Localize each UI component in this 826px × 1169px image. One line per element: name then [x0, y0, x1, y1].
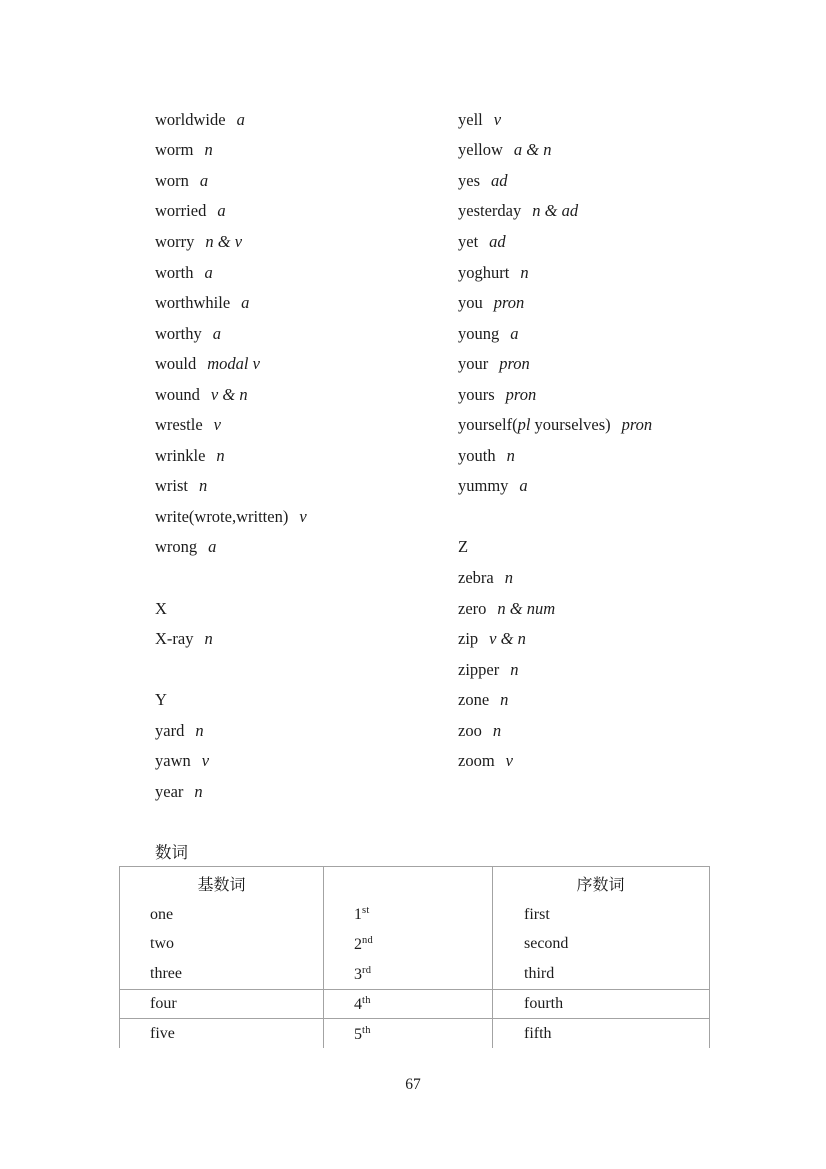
section-letter	[155, 685, 455, 716]
numeral-cell	[323, 965, 492, 984]
numeral-suffix: rd	[362, 964, 372, 976]
word-entry	[458, 746, 803, 777]
pos-tag: v	[201, 751, 210, 771]
pos-tag: n	[510, 659, 519, 679]
word-entry	[155, 624, 455, 655]
word-entry	[458, 715, 803, 746]
word-text: would	[155, 354, 197, 374]
word-part: yourselves)	[530, 415, 611, 435]
word-text: yawn	[155, 751, 191, 771]
word-entry	[458, 227, 803, 258]
pos-tag: modal v	[207, 354, 260, 374]
word-entry	[458, 563, 803, 594]
word-text: your	[458, 354, 489, 374]
word-text: wrist	[155, 476, 188, 496]
word-part: yourself(	[458, 415, 518, 435]
word-text: yell	[458, 109, 483, 129]
pos-tag: v	[505, 751, 513, 771]
pos-tag: a	[208, 537, 217, 557]
pos-tag: n	[204, 140, 213, 160]
word-text: zoom	[458, 751, 495, 771]
table-column-divider-2	[492, 867, 493, 1048]
word-text: worried	[155, 201, 207, 221]
pos-tag: v & n	[489, 629, 526, 649]
pos-tag: n	[492, 720, 502, 740]
pos-tag: pron	[493, 293, 525, 313]
table-row	[120, 959, 709, 989]
numeral-base: 4	[354, 995, 362, 1013]
table-row	[120, 930, 709, 960]
word-entry	[155, 227, 455, 258]
word-text: yummy	[458, 476, 509, 496]
numeral-suffix: th	[362, 994, 371, 1006]
pos-tag: n & ad	[532, 201, 579, 221]
word-text: worn	[155, 170, 189, 190]
word-text: wrong	[155, 537, 198, 557]
word-text: yours	[458, 384, 495, 404]
word-text: yellow	[458, 140, 503, 160]
pos-tag: pron	[499, 354, 530, 374]
word-entry	[155, 196, 455, 227]
ordinal-cell: fifth	[524, 1025, 552, 1042]
table-row	[120, 990, 709, 1018]
word-entry	[458, 318, 803, 349]
word-entry	[458, 593, 803, 624]
numeral-cell	[323, 995, 492, 1014]
word-entry	[155, 166, 455, 197]
table-header-ordinal: 序数词	[576, 877, 625, 894]
word-text: wrestle	[155, 415, 203, 435]
table-row-five-wrap	[120, 1019, 709, 1048]
section-letter-text: Y	[155, 690, 167, 710]
pos-tag: n	[194, 781, 203, 801]
word-entry	[458, 624, 803, 655]
section-letter-text: Z	[458, 537, 469, 557]
table-header-cardinal: 基数词	[197, 877, 246, 894]
word-text: zebra	[458, 567, 494, 587]
table-header-row	[120, 867, 709, 900]
pos-tag: v	[213, 415, 221, 435]
word-text: zoo	[458, 720, 482, 740]
cardinal-cell: one	[150, 905, 174, 923]
table-rows-group-one-to-three	[120, 900, 709, 990]
pos-tag: a	[199, 170, 209, 190]
word-text: X-ray	[155, 629, 194, 649]
pos-tag: n	[199, 476, 208, 496]
cardinal-cell: five	[150, 1025, 175, 1042]
word-entry	[155, 105, 455, 136]
word-text: youth	[458, 445, 496, 465]
word-entry	[155, 471, 455, 502]
pos-tag: v & n	[210, 384, 248, 404]
word-text: yes	[458, 170, 480, 190]
section-letter	[458, 532, 803, 563]
word-text	[458, 415, 611, 435]
numerals-section-heading: 数词	[155, 843, 188, 862]
ordinal-cell: second	[524, 935, 569, 953]
cardinal-cell: two	[150, 935, 174, 953]
word-text: worthy	[155, 323, 202, 343]
section-letter	[155, 593, 455, 624]
pos-tag: a	[217, 201, 226, 221]
blank-line	[155, 654, 455, 685]
numerals-table	[119, 866, 710, 1048]
pos-tag: v	[493, 109, 502, 129]
word-entry	[458, 196, 803, 227]
word-entry	[155, 318, 455, 349]
word-entry	[458, 349, 803, 380]
pos-tag: n	[500, 690, 509, 710]
pos-tag: a	[241, 293, 250, 313]
word-entry	[155, 410, 455, 441]
word-entry	[458, 441, 803, 472]
word-text: you	[458, 293, 483, 313]
word-text: yard	[155, 720, 185, 740]
word-entry	[155, 746, 455, 777]
word-text: worthwhile	[155, 293, 231, 313]
word-entry	[155, 379, 455, 410]
word-entry	[458, 685, 803, 716]
page-number: 67	[405, 1076, 421, 1093]
pos-tag: n	[204, 629, 213, 649]
word-entry	[458, 257, 803, 288]
word-entry	[155, 441, 455, 472]
table-row	[120, 900, 709, 930]
pos-tag: n	[504, 567, 513, 587]
pos-tag: n	[195, 720, 204, 740]
pos-tag: ad	[489, 231, 506, 251]
pos-tag: ad	[491, 170, 508, 190]
blank-line	[155, 563, 455, 594]
pos-tag: n	[506, 445, 515, 465]
word-entry	[155, 257, 455, 288]
word-entry	[155, 715, 455, 746]
word-entry	[458, 654, 803, 685]
word-text: write(wrote,written)	[155, 506, 289, 526]
pos-tag: a	[510, 323, 519, 343]
ordinal-cell: first	[524, 905, 550, 923]
word-entry	[458, 135, 803, 166]
pos-tag: n	[520, 262, 529, 282]
blank-line	[458, 502, 803, 533]
pos-tag: n & v	[205, 231, 243, 251]
word-entry	[458, 410, 803, 441]
word-list-left-column	[155, 105, 455, 808]
word-text: zone	[458, 690, 490, 710]
word-list-right-column	[458, 105, 803, 777]
cardinal-cell: three	[150, 965, 182, 983]
word-entry	[458, 471, 803, 502]
word-text: yoghurt	[458, 262, 510, 282]
pos-tag: n & num	[497, 598, 556, 618]
pos-tag: a & n	[513, 140, 552, 160]
word-text: worry	[155, 231, 195, 251]
numeral-suffix: st	[362, 905, 370, 917]
table-column-divider-1	[323, 867, 324, 1048]
word-entry	[458, 166, 803, 197]
word-text: yesterday	[458, 201, 522, 221]
numeral-base: 3	[354, 965, 362, 983]
word-entry	[155, 349, 455, 380]
word-text: year	[155, 781, 184, 801]
word-text: young	[458, 323, 500, 343]
numeral-suffix: th	[362, 1024, 371, 1036]
pos-tag: a	[519, 476, 528, 496]
pos-tag: a	[236, 109, 245, 129]
word-entry	[155, 288, 455, 319]
ordinal-cell: third	[524, 965, 555, 983]
word-italic-part: pl	[517, 415, 531, 435]
cardinal-cell: four	[150, 995, 177, 1012]
pos-tag: a	[204, 262, 213, 282]
word-text: zero	[458, 598, 487, 618]
numeral-base: 1	[354, 906, 362, 924]
table-row-four-wrap	[120, 990, 709, 1019]
word-text: zipper	[458, 659, 500, 679]
section-letter-text: X	[155, 598, 167, 618]
pos-tag: a	[212, 323, 221, 343]
numeral-suffix: nd	[362, 934, 374, 946]
numeral-cell	[323, 935, 492, 954]
word-text: worm	[155, 140, 194, 160]
word-text: wrinkle	[155, 445, 206, 465]
word-text: zip	[458, 629, 479, 649]
word-entry	[458, 288, 803, 319]
word-entry	[155, 532, 455, 563]
word-entry	[155, 777, 455, 808]
numeral-base: 5	[354, 1025, 362, 1043]
word-text: worldwide	[155, 109, 226, 129]
word-text: worth	[155, 262, 194, 282]
numeral-base: 2	[354, 935, 362, 953]
word-entry	[155, 502, 455, 533]
numeral-cell	[323, 1025, 492, 1044]
pos-tag: pron	[505, 384, 537, 404]
ordinal-cell: fourth	[524, 995, 564, 1012]
word-text: wound	[155, 384, 200, 404]
word-text: yet	[458, 231, 479, 251]
numeral-cell	[323, 905, 492, 924]
word-entry	[155, 135, 455, 166]
word-entry	[458, 105, 803, 136]
word-entry	[458, 379, 803, 410]
pos-tag: n	[216, 445, 225, 465]
pos-tag: v	[299, 506, 307, 526]
pos-tag: pron	[621, 415, 653, 435]
table-row	[120, 1019, 709, 1048]
